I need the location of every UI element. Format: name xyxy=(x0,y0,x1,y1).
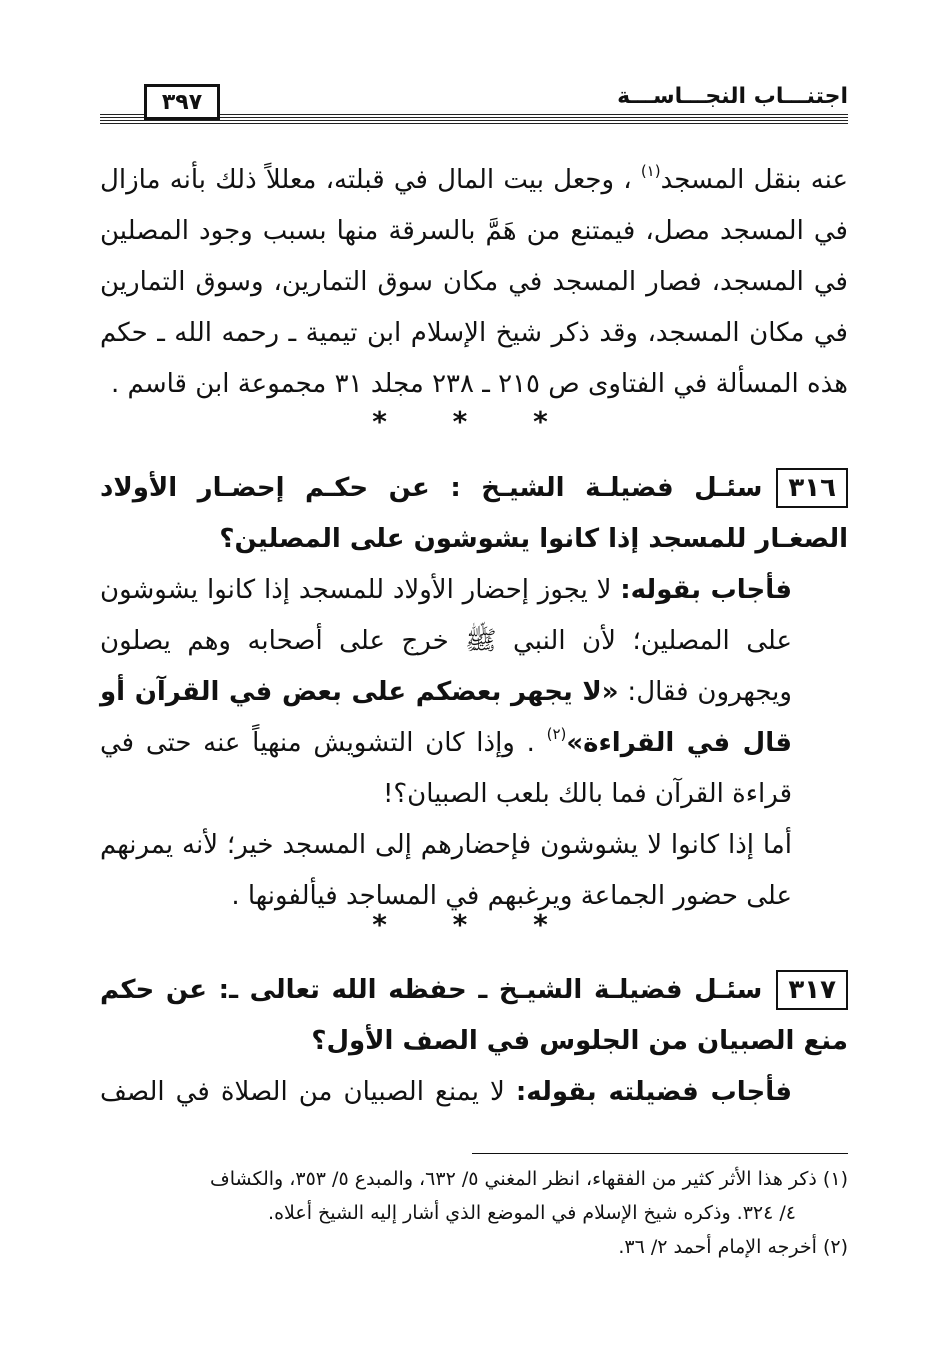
question-317 xyxy=(100,965,848,1118)
page-header xyxy=(100,82,848,130)
running-title: اجتنـــاب النجـــاســـة xyxy=(617,84,848,109)
question-number-317: ٣١٧ xyxy=(776,970,848,1010)
page-number: ٣٩٧ xyxy=(144,84,220,120)
intro-text-start: عنه بنقل المسجد xyxy=(660,165,849,195)
section-separator: * * * xyxy=(372,405,576,438)
footnote-2: (٢) أخرجه الإمام أحمد ٢/ ٣٦. xyxy=(618,1236,848,1258)
footnote-1-continued: ٤/ ٣٢٤. وذكره شيخ الإسلام في الموضع الذي أشار إليه الشيخ أعلاه. xyxy=(268,1202,796,1224)
intro-paragraph xyxy=(100,155,848,410)
answer-317-lead: فأجاب فضيلته بقوله: xyxy=(515,1077,792,1107)
answer-316-lead: فأجاب بقوله: xyxy=(620,575,792,605)
question-316 xyxy=(100,463,848,922)
question-number-316: ٣١٦ xyxy=(776,468,848,508)
intro-text-rest: ، وجعل بيت المال في قبلته، معللاً ذلك بأنه مازال في المسجد مصل، فيمتنع من هَمَّ بالسرقة منها بسبب وجود المصلين في المسجد، فصار المسجد في مكان سوق التمارين، وسوق التمارين في مكان المسجد، وقد ذكر شيخ الإسلام ابن تيمية ـ رحمه الله ـ حكم هذه المسألة في الفتاوى ص ٢١٥ ـ ٢٣٨ مجلد ٣١ مجموعة ابن قاسم . xyxy=(100,165,848,399)
footnotes xyxy=(100,1162,848,1264)
footnote-marker-2[interactable]: (٢) xyxy=(546,725,567,743)
answer-317-text-1: لا يمنع الصبيان من الصلاة في الصف xyxy=(100,1077,516,1107)
section-separator-2: * * * xyxy=(372,908,576,941)
question-316-text: سئـل فضيلـة الشيـخ : عن حكـم إحضـار الأولاد الصغـار للمسجد إذا كانوا يشوشون على المصلين؟ xyxy=(100,473,848,554)
footnote-marker-1[interactable]: (١) xyxy=(640,162,661,180)
answer-316-paragraph-2: أما إذا كانوا لا يشوشون فإحضارهم إلى المسجد خير؛ لأنه يمرنهم على حضور الجماعة ويرغبهم في المساجد فيألفونها . xyxy=(100,830,792,911)
answer-316-text-1: لا يجوز إحضار الأولاد للمسجد إذا كانوا يشوشون على المصلين؛ لأن النبي ﷺ خرج على أصحابه وهم يصلون ويجهرون فقال: xyxy=(100,575,792,707)
question-317-text: سئـل فضيلـة الشيـخ ـ حفظه الله تعالى ـ: عن حكم منع الصبيان من الجلوس في الصف الأول؟ xyxy=(100,975,848,1056)
footnote-rule xyxy=(472,1153,848,1154)
hadith-quote: «لا يجهر بعضكم على بعض في القرآن أو قال في القراءة» xyxy=(100,677,792,758)
footnote-1: (١) ذكر هذا الأثر كثير من الفقهاء، انظر المغني ٥/ ٦٣٢، والمبدع ٥/ ٣٥٣، والكشاف xyxy=(210,1168,848,1190)
answer-316-text-2: . وإذا كان التشويش منهياً عنه حتى في قراءة القرآن فما بالك بلعب الصبيان؟! xyxy=(100,728,792,809)
